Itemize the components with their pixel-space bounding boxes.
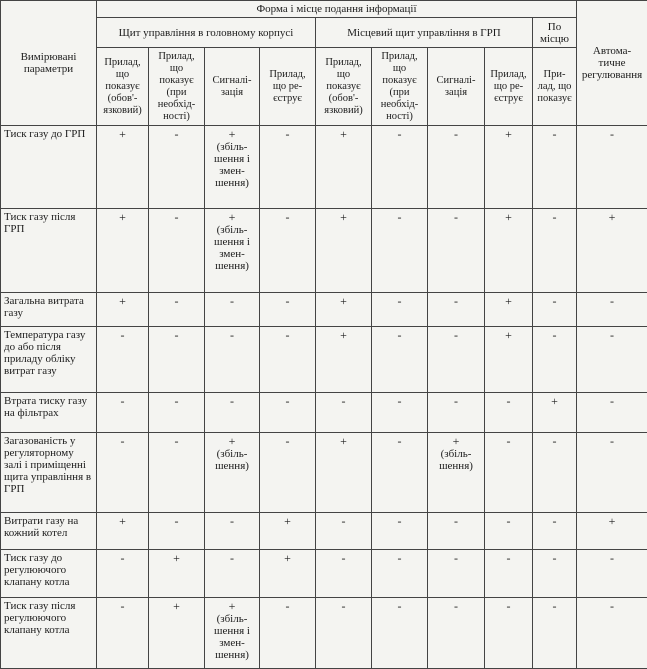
table-cell — [149, 292, 205, 326]
cell-mark: + — [340, 210, 347, 225]
cell-mark: - — [230, 550, 234, 565]
table-cell — [316, 126, 372, 209]
table-cell — [428, 433, 485, 513]
table-cell — [149, 392, 205, 432]
table-cell — [97, 513, 149, 549]
cell-mark: - — [230, 327, 234, 342]
cell-mark: - — [285, 293, 290, 308]
cell-mark: - — [285, 434, 290, 449]
table-cell — [533, 326, 577, 392]
header-main-recording: Прилад, що ре-єструє — [260, 48, 316, 126]
cell-mark: + — [119, 514, 126, 529]
cell-mark: - — [552, 550, 557, 565]
cell-mark: - — [174, 210, 179, 225]
row-param-label: Втрата тиску газу на фільтрах — [1, 392, 97, 432]
cell-mark: + — [505, 127, 512, 141]
cell-mark: + — [119, 293, 126, 308]
table-cell — [372, 392, 428, 432]
row-param-label: Тиск газу після ГРП — [1, 209, 97, 292]
cell-mark: - — [610, 293, 615, 308]
cell-mark: + — [173, 598, 180, 613]
header-onsite-indicating: При-лад, що показує — [533, 48, 577, 126]
table-cell — [428, 126, 485, 209]
table-cell — [533, 392, 577, 432]
cell-note: (збіль- шення) — [215, 448, 249, 473]
table-cell — [533, 209, 577, 292]
cell-mark: - — [397, 210, 402, 225]
table-header — [1, 1, 647, 126]
cell-mark: - — [397, 598, 402, 613]
table-cell — [205, 326, 260, 392]
cell-mark: + — [228, 210, 236, 225]
cell-mark: - — [454, 210, 458, 225]
table-cell — [97, 126, 149, 209]
table-cell — [485, 126, 533, 209]
table-row — [1, 209, 647, 292]
cell-mark: - — [610, 393, 615, 408]
cell-mark: - — [552, 598, 557, 613]
header-local-indicating-optional: Прилад, що показує (при необхід-ності) — [372, 48, 428, 126]
table-cell — [205, 126, 260, 209]
table-cell — [577, 597, 647, 668]
table-cell — [485, 433, 533, 513]
table-cell — [316, 292, 372, 326]
header-main-indicating-optional: Прилад, що показує (при необхід-ності) — [149, 48, 205, 126]
table-cell — [485, 209, 533, 292]
table-cell — [577, 209, 647, 292]
cell-mark: - — [552, 434, 557, 449]
cell-mark: - — [506, 434, 511, 449]
table-cell — [97, 549, 149, 597]
cell-mark: - — [397, 550, 402, 565]
table-cell — [372, 549, 428, 597]
table-cell — [97, 292, 149, 326]
header-auto-regulation: Автома-тичне регулювання — [577, 1, 647, 126]
table-cell — [97, 392, 149, 432]
table-cell — [205, 209, 260, 292]
row-param-label: Тиск газу до ГРП — [1, 126, 97, 209]
cell-mark: - — [397, 434, 402, 449]
cell-mark: - — [230, 293, 234, 308]
table-cell — [485, 326, 533, 392]
cell-mark: - — [506, 550, 511, 565]
cell-mark: - — [120, 550, 125, 565]
cell-mark: - — [552, 514, 557, 529]
cell-mark: + — [608, 514, 616, 529]
table-cell — [533, 126, 577, 209]
cell-mark: - — [610, 127, 615, 141]
cell-mark: - — [285, 327, 290, 342]
cell-mark: - — [397, 127, 402, 141]
table-cell — [149, 549, 205, 597]
cell-mark: - — [174, 514, 179, 529]
table-cell — [577, 392, 647, 432]
table-cell — [205, 549, 260, 597]
cell-note: (збіль- шення і змен- шення) — [214, 141, 250, 189]
table-cell — [428, 513, 485, 549]
table-cell — [577, 326, 647, 392]
cell-mark: + — [284, 514, 291, 529]
table-cell — [97, 209, 149, 292]
table-cell — [205, 292, 260, 326]
cell-mark: - — [120, 434, 125, 449]
cell-mark: - — [552, 127, 557, 141]
table-row — [1, 513, 647, 549]
row-param-label: Загальна витрата газу — [1, 292, 97, 326]
cell-mark: - — [341, 514, 346, 529]
cell-mark: - — [454, 550, 458, 565]
table-cell — [260, 326, 316, 392]
table-cell — [533, 513, 577, 549]
table-cell — [205, 597, 260, 668]
cell-mark: - — [506, 393, 511, 408]
cell-mark: + — [505, 327, 512, 342]
cell-note: (збіль- шення і змен- шення) — [214, 224, 250, 273]
cell-note: (збіль- шення і змен- шення) — [214, 612, 250, 661]
table-cell — [260, 597, 316, 668]
cell-mark: - — [610, 434, 615, 449]
table-cell — [428, 326, 485, 392]
cell-mark: - — [397, 293, 402, 308]
header-main-panel: Щит управління в головному корпусі — [97, 18, 316, 48]
table-row — [1, 326, 647, 392]
table-cell — [372, 126, 428, 209]
table-row — [1, 597, 647, 668]
cell-mark: - — [174, 127, 179, 141]
cell-mark: + — [505, 293, 512, 308]
table-cell — [260, 433, 316, 513]
table-cell — [485, 292, 533, 326]
header-local-signal: Сигналі-зація — [428, 48, 485, 126]
table-cell — [485, 597, 533, 668]
table-cell — [533, 433, 577, 513]
cell-mark: - — [610, 598, 615, 613]
cell-mark: + — [608, 210, 616, 225]
table-cell — [149, 433, 205, 513]
table-cell — [149, 126, 205, 209]
table-cell — [316, 326, 372, 392]
cell-mark: + — [173, 550, 180, 565]
row-param-label: Температура газу до або після приладу обліку витрат газу — [1, 326, 97, 392]
table-cell — [485, 549, 533, 597]
table-cell — [577, 292, 647, 326]
table-cell — [205, 433, 260, 513]
table-row — [1, 126, 647, 209]
header-local-panel: Місцевий щит управління в ГРП — [316, 18, 533, 48]
table-cell — [428, 392, 485, 432]
table-cell — [372, 292, 428, 326]
cell-mark: - — [397, 393, 402, 408]
table-cell — [577, 433, 647, 513]
table-cell — [577, 549, 647, 597]
table-cell — [533, 549, 577, 597]
cell-mark: - — [610, 327, 615, 342]
cell-mark: + — [340, 127, 347, 141]
table-cell — [316, 433, 372, 513]
header-main-indicating-mandatory: Прилад, що показує (обов'-язковий) — [97, 48, 149, 126]
table-cell — [428, 549, 485, 597]
cell-mark: - — [454, 293, 458, 308]
table-cell — [533, 597, 577, 668]
cell-mark: + — [452, 434, 460, 449]
table-row — [1, 392, 647, 432]
table-row — [1, 292, 647, 326]
cell-mark: - — [341, 598, 346, 613]
table-cell — [428, 292, 485, 326]
table-cell — [577, 126, 647, 209]
table-cell — [260, 513, 316, 549]
cell-mark: - — [506, 514, 511, 529]
table-cell — [205, 392, 260, 432]
table-cell — [372, 433, 428, 513]
cell-note: (збіль- шення) — [439, 448, 473, 473]
table-cell — [577, 513, 647, 549]
cell-mark: - — [285, 393, 290, 408]
cell-mark: + — [119, 210, 126, 225]
table-cell — [260, 549, 316, 597]
cell-mark: - — [120, 393, 125, 408]
cell-mark: - — [174, 327, 179, 342]
table-cell — [149, 326, 205, 392]
table-row — [1, 433, 647, 513]
cell-mark: - — [552, 327, 557, 342]
table-cell — [533, 292, 577, 326]
table-cell — [149, 209, 205, 292]
table-cell — [149, 513, 205, 549]
header-local-recording: Прилад, що ре-єструє — [485, 48, 533, 126]
cell-mark: - — [230, 514, 234, 529]
header-local-indicating-mandatory: Прилад, що показує (обов'-язковий) — [316, 48, 372, 126]
cell-mark: + — [340, 327, 347, 342]
cell-mark: - — [285, 127, 290, 141]
row-param-label: Тиск газу до регулюючого клапану котла — [1, 549, 97, 597]
row-param-label: Загазованість у регуляторному залі і приміщенні щита управління в ГРП — [1, 433, 97, 513]
cell-mark: - — [341, 550, 346, 565]
cell-mark: - — [397, 327, 402, 342]
table-cell — [485, 392, 533, 432]
table-cell — [316, 549, 372, 597]
cell-mark: - — [454, 127, 458, 141]
table-cell — [316, 209, 372, 292]
cell-mark: + — [551, 393, 558, 408]
cell-mark: - — [552, 293, 557, 308]
table-cell — [485, 513, 533, 549]
cell-mark: - — [230, 393, 234, 408]
table-body — [1, 126, 647, 669]
cell-mark: - — [610, 550, 615, 565]
cell-mark: + — [228, 127, 236, 141]
cell-mark: + — [228, 598, 236, 613]
table-cell — [260, 292, 316, 326]
table-cell — [260, 392, 316, 432]
table-cell — [316, 597, 372, 668]
cell-mark: + — [340, 293, 347, 308]
cell-mark: - — [506, 598, 511, 613]
cell-mark: - — [454, 327, 458, 342]
header-main-signal: Сигналі-зація — [205, 48, 260, 126]
table-cell — [205, 513, 260, 549]
table-cell — [316, 392, 372, 432]
table-cell — [97, 433, 149, 513]
table-cell — [372, 326, 428, 392]
cell-mark: - — [120, 327, 125, 342]
table-cell — [97, 326, 149, 392]
cell-mark: - — [552, 210, 557, 225]
cell-mark: + — [228, 434, 236, 449]
cell-mark: - — [174, 393, 179, 408]
cell-mark: - — [454, 598, 458, 613]
table-cell — [97, 597, 149, 668]
table-cell — [372, 209, 428, 292]
cell-mark: + — [340, 434, 347, 449]
cell-mark: - — [454, 393, 458, 408]
table-cell — [428, 209, 485, 292]
table-row — [1, 549, 647, 597]
cell-mark: + — [119, 127, 126, 141]
table-cell — [260, 126, 316, 209]
header-form-place: Форма і місце подання інформації — [97, 1, 577, 18]
table-cell — [372, 513, 428, 549]
cell-mark: + — [284, 550, 291, 565]
table-cell — [428, 597, 485, 668]
table-cell — [316, 513, 372, 549]
cell-mark: - — [120, 598, 125, 613]
table-cell — [372, 597, 428, 668]
cell-mark: - — [174, 293, 179, 308]
row-param-label: Витрати газу на кожний котел — [1, 513, 97, 549]
header-measured-params: Вимірювані параметри — [1, 1, 97, 126]
header-on-site: По місцю — [533, 18, 577, 48]
cell-mark: - — [341, 393, 346, 408]
cell-mark: - — [285, 210, 290, 225]
cell-mark: + — [505, 210, 512, 225]
cell-mark: - — [454, 514, 458, 529]
table-cell — [260, 209, 316, 292]
table-cell — [149, 597, 205, 668]
cell-mark: - — [174, 434, 179, 449]
cell-mark: - — [397, 514, 402, 529]
cell-mark: - — [285, 598, 290, 613]
row-param-label: Тиск газу після регулюючого клапану котла — [1, 597, 97, 668]
